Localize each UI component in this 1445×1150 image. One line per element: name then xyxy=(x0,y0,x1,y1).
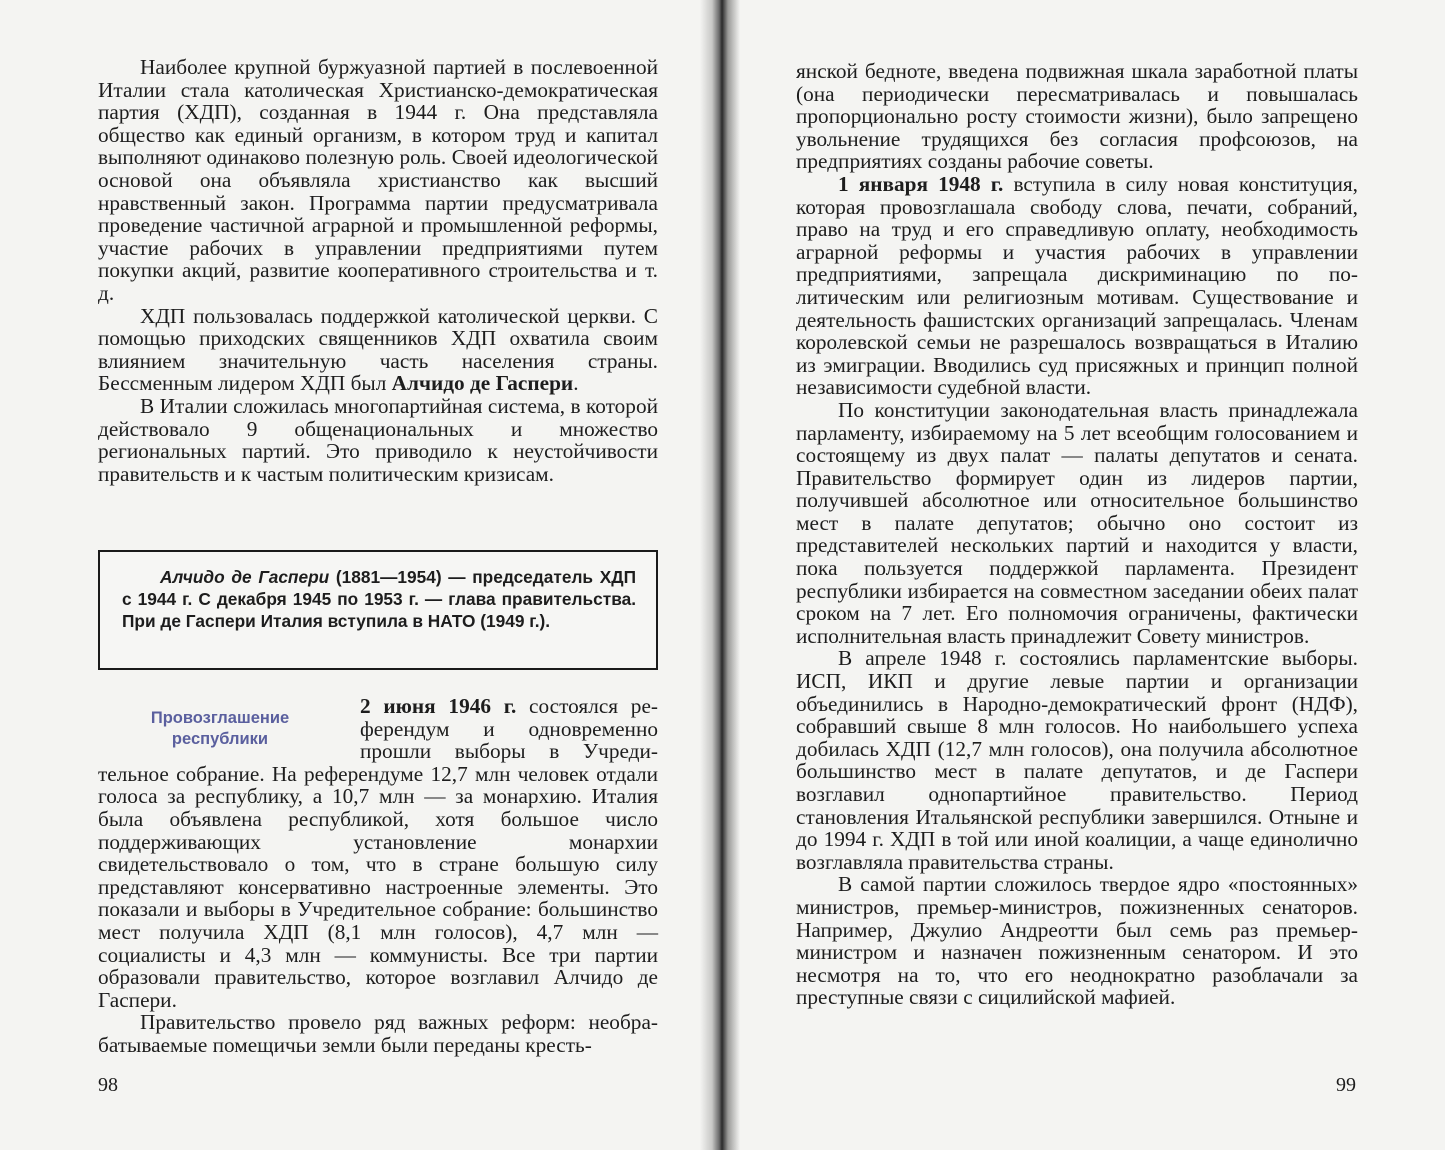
heading-float-spacer xyxy=(98,695,360,761)
biography-note-box xyxy=(98,550,658,670)
paragraph-constitution xyxy=(796,173,1358,399)
right-page-text-column xyxy=(796,60,1358,1009)
page-number-right: 99 xyxy=(1336,1074,1356,1096)
note-box-text: (1881—1954) — председатель ХДП с 1944 г. С декабря 1945 по 1953 г. — глава правительства. При де Гаспери Италия вступила в НАТО (1949 г.). xyxy=(122,567,636,631)
paragraph-cdp-intro: Наиболее крупной буржуазной партией в послевоенной Италии стала католическая Христианско-демократическая партия (ХДП), созданная в 1944 г. Она представляла общество как единый организм, в котором труд и капитал выполняют одинаково полезную роль. Своей идеологической основой она объявляла христианство как высший нравственный закон. Программа партии предусматривала проведение частичной аграрной и промышленной реформы, участие рабочих в управлении предприятиями путем покупки акций, развитие кооперативного строительства и т. д. xyxy=(98,55,658,305)
paragraph-elections-1948: В апреле 1948 г. состоялись парламентские выборы. ИСП, ИКП и другие левые партии и организации объединились в Народно-демократический фронт (НДФ), собравший свыше 8 млн голосов. Но наибольшего успеха добилась ХДП (12,7 млн голосов), она получила абсолютное большинство мест в палате депутатов, и де Гаспери возглавил однопартийное правительство. Период становления Итальянской республики завершился. Отныне и до 1994 г. ХДП в той или иной коалиции, а чаще единолично возглавляла правительства страны. xyxy=(796,646,1358,874)
note-box-name: Алчидо де Гаспери xyxy=(160,567,330,587)
paragraph-multiparty: В Италии сложилась многопартийная система, в которой действовало 9 общенациональных и множество региональных партий. Это приводило к неустойчивости правительств и к частым политическим кризисам. xyxy=(98,393,658,486)
constitution-date: 1 января 1948 г. xyxy=(838,171,1004,196)
paragraph-continuation: янской бедноте, введена подвижная шкала заработной платы (она периодически пересматривалась и повышалась пропорционально росту стоимости жизни), было запрещено увольнение трудящихся без согласия профсоюзов, на предприятиях созданы рабочие советы. xyxy=(796,59,1358,174)
republic-text-column xyxy=(98,695,658,1057)
leader-name: Алчидо де Гаспери xyxy=(391,371,574,396)
section-heading-republic: Провозглашение республики xyxy=(150,709,290,748)
constitution-text: вступила в силу новая конституция, которая провозглашала свободу слова, печати, собраний, право на труд и его справедливую оплату, необходимость аграрной реформы и участия рабочих в управлении предприятиями, запрещала дискриминацию по политическим или религиозным мотивам. Существование и деятельность фашистских организаций запрещалась. Членам королевской семьи не разрешалось возвращаться в Италию из эмиграции. Вводились суд присяжных и принцип полной независимости судебной власти. xyxy=(796,171,1358,400)
paragraph-cdp-church-text: ХДП пользовалась поддержкой католической церкви. С помощью приходских священников ХДП охватила своим влиянием значительную часть населения страны. Бессменным лидером ХДП был xyxy=(98,303,658,396)
republic-text: состоялся референдум и одновременно прошли выборы в Учредительное собрание. На референдуме 12,7 млн человек отдали голоса за республику, а 10,7 млн — за монархию. Италия была объявлена республикой, хотя большое число поддерживающих установление монархии свидетельствовало о том, что в стране большую силу представляют консервативно настроенные элементы. Это показали и выборы в Учредительное собрание: большинство мест получила ХДП (8,1 млн голосов), 4,7 млн — социалисты и 4,3 млн — коммунисты. Все три партии образовали правительство, которое возглавил Алчидо де Гаспери. xyxy=(98,694,658,1012)
left-page-text-column xyxy=(98,56,658,485)
paragraph-parliament: По конституции законодательная власть принадлежала парламенту, избираемому на 5 лет всеобщим голосованием и состоящему из двух палат — палаты депутатов и сената. Правительство формирует один из лидеров партии, получившей абсолютное или относительное большинство мест в палате депутатов; обычно оно состоит из представителей нескольких партий и находится у власти, пока пользуется поддержкой парламента. Президент республики избирается на совместном заседании обеих палат сроком на 7 лет. Его полномочия ограничены, фактически исполнительная власть принадлежит Совету министров. xyxy=(796,397,1358,648)
leader-tail: . xyxy=(573,371,579,396)
paragraph-cdp-church xyxy=(98,305,658,395)
paragraph-reforms: Правительство провело ряд важных реформ: необрабатываемые помещичьи земли были переданы кресть- xyxy=(98,1010,658,1057)
book-spine-gutter xyxy=(700,0,740,1150)
republic-date: 2 июня 1946 г. xyxy=(360,694,517,718)
paragraph-party-core: В самой партии сложилось твердое ядро «постоянных» министров, премьер-министров, пожизненных сенаторов. Например, Джулио Андреотти был семь раз премьер-министром и назначен пожизненным сенатором. И это несмотря на то, что его неоднократно разоблачали за преступные связи с сицилийской мафией. xyxy=(796,872,1358,1010)
page-number-left: 98 xyxy=(98,1074,118,1096)
